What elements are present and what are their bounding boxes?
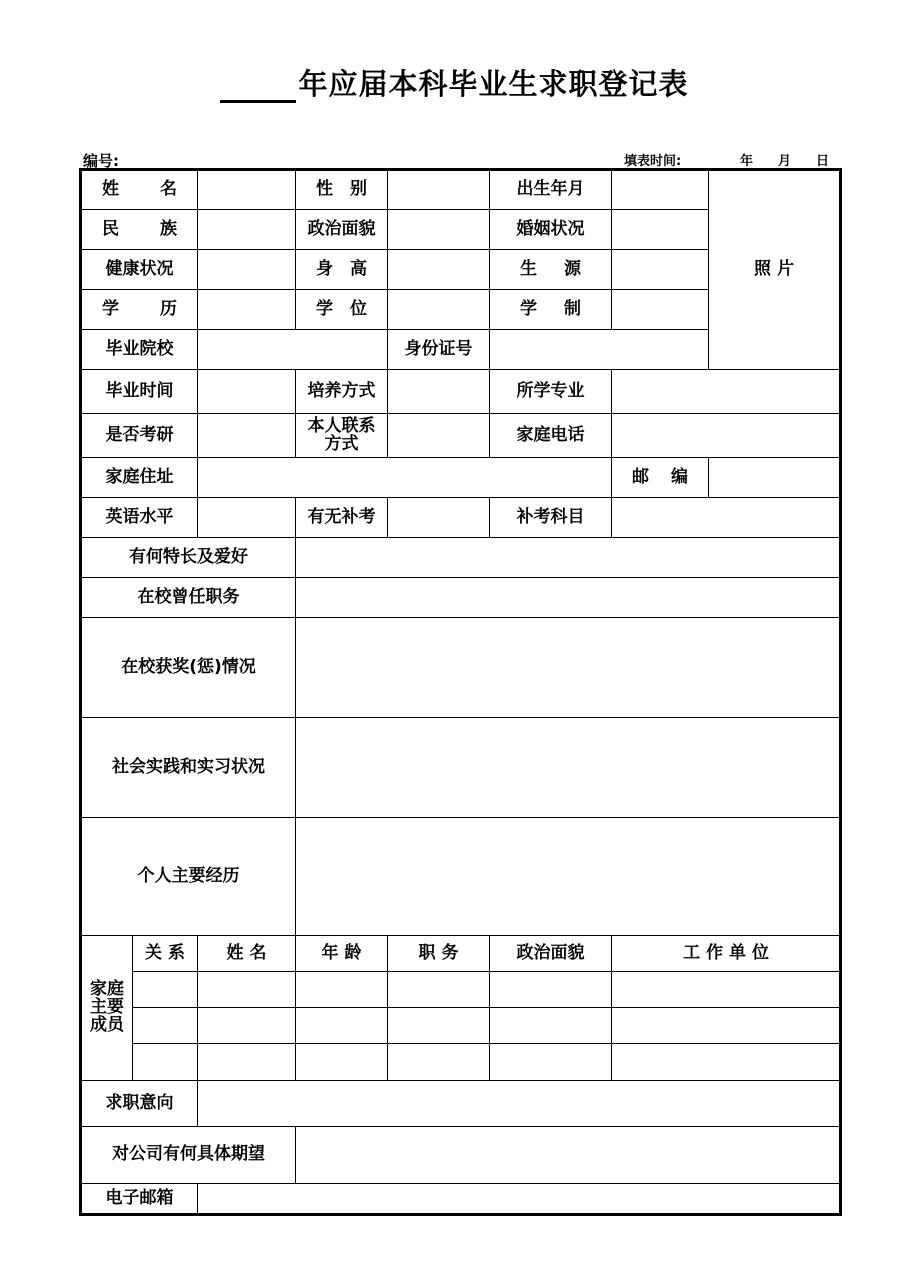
expectation-label: 对公司有何具体期望 bbox=[81, 1127, 296, 1184]
family-row bbox=[81, 1044, 841, 1081]
family-label-line1: 家庭 bbox=[90, 979, 124, 1000]
experience-field[interactable] bbox=[296, 818, 841, 936]
birth-field[interactable] bbox=[612, 170, 709, 210]
family-cell[interactable] bbox=[133, 1008, 198, 1044]
english-label: 英语水平 bbox=[81, 498, 198, 538]
page-title bbox=[0, 62, 909, 103]
home-phone-label: 家庭电话 bbox=[490, 414, 612, 458]
degree-label: 学位 bbox=[296, 290, 388, 330]
ethnicity-field[interactable] bbox=[198, 210, 296, 250]
experience-label: 个人主要经历 bbox=[81, 818, 296, 936]
family-cell[interactable] bbox=[490, 972, 612, 1008]
year-label: 年 bbox=[740, 154, 754, 169]
family-header-workplace: 工 作 单 位 bbox=[612, 936, 841, 972]
fill-time-label: 填表时间: bbox=[624, 154, 682, 169]
health-field[interactable] bbox=[198, 250, 296, 290]
expectation-field[interactable] bbox=[296, 1127, 841, 1184]
training-field[interactable] bbox=[388, 370, 490, 414]
postgrad-field[interactable] bbox=[198, 414, 296, 458]
family-cell[interactable] bbox=[198, 1008, 296, 1044]
postgrad-label: 是否考研 bbox=[81, 414, 198, 458]
address-label: 家庭住址 bbox=[81, 458, 198, 498]
hobbies-label: 有何特长及爱好 bbox=[81, 538, 296, 578]
birth-label: 出生年月 bbox=[490, 170, 612, 210]
origin-field[interactable] bbox=[612, 250, 709, 290]
grad-time-label: 毕业时间 bbox=[81, 370, 198, 414]
family-header-age: 年 龄 bbox=[296, 936, 388, 972]
family-cell[interactable] bbox=[296, 1008, 388, 1044]
school-field[interactable] bbox=[198, 330, 388, 370]
title-text: 年应届本科毕业生求职登记表 bbox=[298, 67, 689, 101]
contact-label-line1: 本人联系 bbox=[307, 415, 376, 436]
family-cell[interactable] bbox=[388, 1008, 490, 1044]
postcode-field[interactable] bbox=[709, 458, 841, 498]
family-cell[interactable] bbox=[133, 1044, 198, 1081]
family-label bbox=[81, 936, 133, 1081]
marital-field[interactable] bbox=[612, 210, 709, 250]
education-field[interactable] bbox=[198, 290, 296, 330]
family-cell[interactable] bbox=[296, 972, 388, 1008]
name-label: 姓名 bbox=[81, 170, 198, 210]
year-blank[interactable] bbox=[220, 74, 296, 103]
photo-label: 照 片 bbox=[754, 259, 794, 280]
gender-field[interactable] bbox=[388, 170, 490, 210]
political-field[interactable] bbox=[388, 210, 490, 250]
hobbies-field[interactable] bbox=[296, 538, 841, 578]
photo-box[interactable] bbox=[709, 170, 841, 370]
origin-label: 生源 bbox=[490, 250, 612, 290]
english-field[interactable] bbox=[198, 498, 296, 538]
email-label: 电子邮箱 bbox=[81, 1184, 198, 1215]
name-field[interactable] bbox=[198, 170, 296, 210]
family-cell[interactable] bbox=[490, 1008, 612, 1044]
major-label: 所学专业 bbox=[490, 370, 612, 414]
family-header-political: 政治面貌 bbox=[490, 936, 612, 972]
practice-label: 社会实践和实习状况 bbox=[81, 718, 296, 818]
address-field[interactable] bbox=[198, 458, 612, 498]
family-header-name: 姓 名 bbox=[198, 936, 296, 972]
family-label-line2: 主要 bbox=[90, 997, 124, 1018]
height-field[interactable] bbox=[388, 250, 490, 290]
makeup-subject-label: 补考科目 bbox=[490, 498, 612, 538]
contact-field[interactable] bbox=[388, 414, 490, 458]
positions-field[interactable] bbox=[296, 578, 841, 618]
political-label: 政治面貌 bbox=[296, 210, 388, 250]
registration-form bbox=[79, 168, 842, 1216]
family-cell[interactable] bbox=[612, 972, 841, 1008]
health-label: 健康状况 bbox=[81, 250, 198, 290]
day-label: 日 bbox=[816, 154, 830, 169]
family-label-line3: 成员 bbox=[90, 1014, 124, 1035]
marital-label: 婚姻状况 bbox=[490, 210, 612, 250]
gender-label: 性别 bbox=[296, 170, 388, 210]
month-label: 月 bbox=[778, 154, 792, 169]
education-label: 学历 bbox=[81, 290, 198, 330]
postcode-label: 邮编 bbox=[612, 458, 709, 498]
email-field[interactable] bbox=[198, 1184, 841, 1215]
makeup-subject-field[interactable] bbox=[612, 498, 841, 538]
height-label: 身高 bbox=[296, 250, 388, 290]
contact-label-line2: 方式 bbox=[324, 433, 359, 454]
duration-label: 学制 bbox=[490, 290, 612, 330]
family-cell[interactable] bbox=[198, 972, 296, 1008]
practice-field[interactable] bbox=[296, 718, 841, 818]
makeup-field[interactable] bbox=[388, 498, 490, 538]
family-cell[interactable] bbox=[198, 1044, 296, 1081]
major-field[interactable] bbox=[612, 370, 841, 414]
grad-time-field[interactable] bbox=[198, 370, 296, 414]
training-label: 培养方式 bbox=[296, 370, 388, 414]
family-cell[interactable] bbox=[133, 972, 198, 1008]
family-cell[interactable] bbox=[612, 1044, 841, 1081]
makeup-label: 有无补考 bbox=[296, 498, 388, 538]
family-row bbox=[81, 972, 841, 1008]
id-number-field[interactable] bbox=[490, 330, 709, 370]
family-row bbox=[81, 1008, 841, 1044]
awards-field[interactable] bbox=[296, 618, 841, 718]
contact-label bbox=[296, 414, 388, 458]
awards-label: 在校获奖(惩)情况 bbox=[81, 618, 296, 718]
home-phone-field[interactable] bbox=[612, 414, 841, 458]
positions-label: 在校曾任职务 bbox=[81, 578, 296, 618]
serial-label: 编号: bbox=[83, 152, 119, 170]
family-cell[interactable] bbox=[490, 1044, 612, 1081]
family-header-job: 职 务 bbox=[388, 936, 490, 972]
family-cell[interactable] bbox=[388, 972, 490, 1008]
family-header-relation: 关 系 bbox=[133, 936, 198, 972]
degree-field[interactable] bbox=[388, 290, 490, 330]
family-cell[interactable] bbox=[388, 1044, 490, 1081]
family-cell[interactable] bbox=[612, 1008, 841, 1044]
intent-label: 求职意向 bbox=[81, 1081, 198, 1127]
intent-field[interactable] bbox=[198, 1081, 841, 1127]
family-cell[interactable] bbox=[296, 1044, 388, 1081]
duration-field[interactable] bbox=[612, 290, 709, 330]
id-number-label: 身份证号 bbox=[388, 330, 490, 370]
school-label: 毕业院校 bbox=[81, 330, 198, 370]
ethnicity-label: 民族 bbox=[81, 210, 198, 250]
